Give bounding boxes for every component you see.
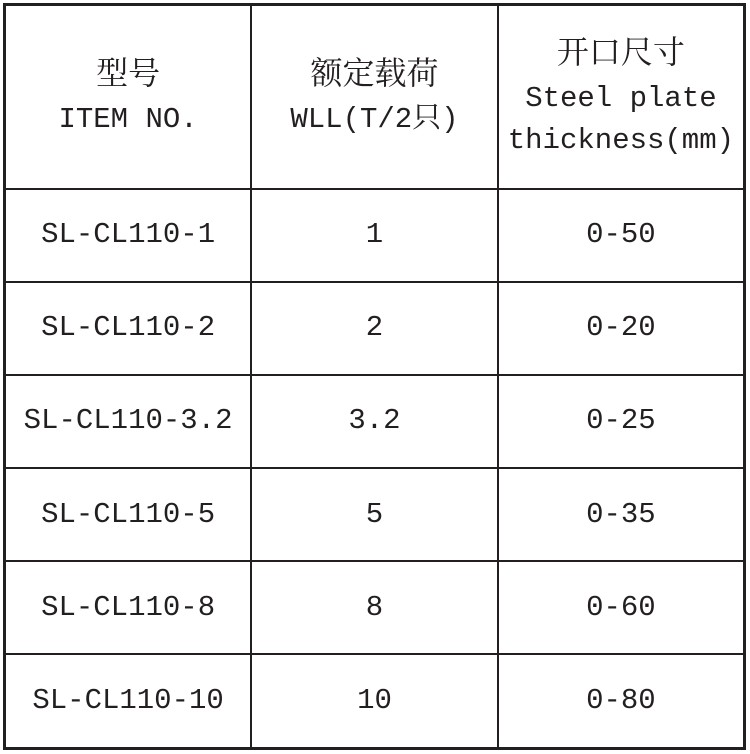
table-row bbox=[5, 375, 745, 468]
spec-table-body bbox=[5, 189, 745, 749]
header-thickness-en-1: Steel plate bbox=[525, 81, 717, 115]
cell-thickness: 0-20 bbox=[498, 282, 745, 375]
cell-wll: 8 bbox=[251, 561, 498, 654]
header-cell-thickness bbox=[498, 5, 745, 189]
cell-item-no: SL-CL110-1 bbox=[5, 189, 252, 282]
cell-thickness: 0-35 bbox=[498, 468, 745, 561]
cell-wll: 2 bbox=[251, 282, 498, 375]
header-row bbox=[5, 5, 745, 189]
cell-item-no: SL-CL110-2 bbox=[5, 282, 252, 375]
cell-wll: 5 bbox=[251, 468, 498, 561]
spec-table bbox=[3, 3, 746, 750]
cell-wll: 3.2 bbox=[251, 375, 498, 468]
table-row bbox=[5, 189, 745, 282]
cell-thickness: 0-50 bbox=[498, 189, 745, 282]
table-row bbox=[5, 654, 745, 748]
cell-item-no: SL-CL110-10 bbox=[5, 654, 252, 748]
table-row bbox=[5, 561, 745, 654]
cell-thickness: 0-25 bbox=[498, 375, 745, 468]
cell-item-no: SL-CL110-5 bbox=[5, 468, 252, 561]
cell-thickness: 0-60 bbox=[498, 561, 745, 654]
cell-wll: 1 bbox=[251, 189, 498, 282]
header-item-no-cn: 型号 bbox=[96, 56, 161, 94]
cell-item-no: SL-CL110-8 bbox=[5, 561, 252, 654]
header-cell-wll bbox=[251, 5, 498, 189]
header-thickness-en-2: thickness(mm) bbox=[507, 123, 735, 157]
cell-thickness: 0-80 bbox=[498, 654, 745, 748]
spec-table-header bbox=[5, 5, 745, 189]
header-wll-cn: 额定载荷 bbox=[310, 56, 439, 94]
header-item-no-en: ITEM NO. bbox=[58, 102, 198, 136]
header-thickness-cn: 开口尺寸 bbox=[556, 35, 685, 73]
table-row bbox=[5, 468, 745, 561]
header-wll-en: WLL(T/2只) bbox=[290, 102, 459, 136]
header-cell-item-no bbox=[5, 5, 252, 189]
cell-wll: 10 bbox=[251, 654, 498, 748]
cell-item-no: SL-CL110-3.2 bbox=[5, 375, 252, 468]
table-row bbox=[5, 282, 745, 375]
